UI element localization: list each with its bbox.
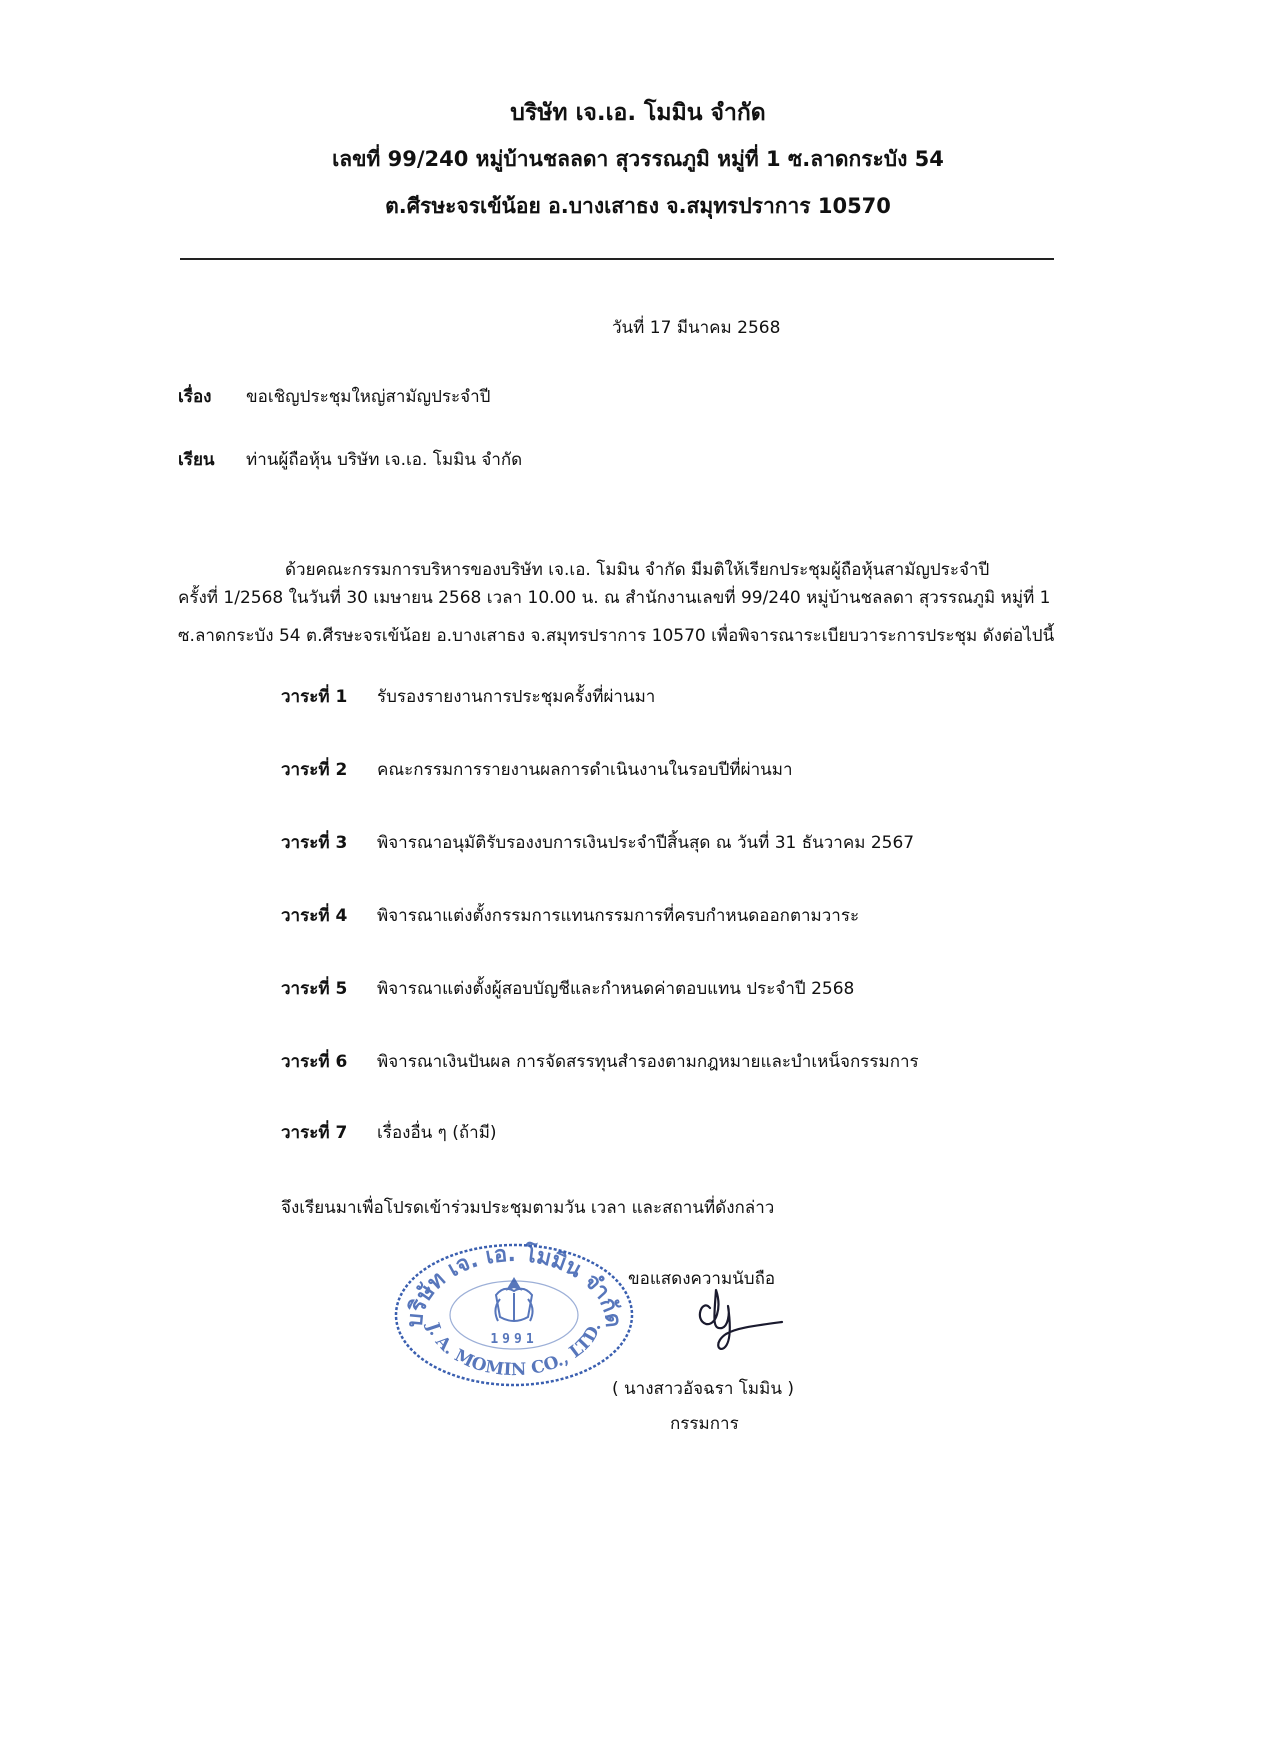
agenda-number: วาระที่ 5 xyxy=(281,979,348,999)
agenda-number: วาระที่ 3 xyxy=(281,833,348,853)
agenda-text: พิจารณาเงินปันผล การจัดสรรทุนสำรองตามกฎหมายและบำเหน็จกรรมการ xyxy=(377,1052,919,1072)
agenda-text: เรื่องอื่น ๆ (ถ้ามี) xyxy=(377,1123,497,1143)
seal-emblem-icon xyxy=(495,1279,532,1321)
company-address-line1: เลขที่ 99/240 หมู่บ้านชลลดา สุวรรณภูมิ หมู่ที่ 1 ซ.ลาดกระบัง 54 xyxy=(332,147,944,171)
recipient-label: เรียน xyxy=(178,450,215,470)
agenda-text: คณะกรรมการรายงานผลการดำเนินงานในรอบปีที่ผ่านมา xyxy=(377,760,793,780)
body-line-1: ด้วยคณะกรรมการบริหารของบริษัท เจ.เอ. โมมิน จำกัด มีมติให้เรียกประชุมผู้ถือหุ้นสามัญประจำปี xyxy=(285,560,990,580)
seal-thai-text: บริษัท เจ. เอ. โมมิน จำกัด xyxy=(402,1241,626,1329)
letter-date: วันที่ 17 มีนาคม 2568 xyxy=(612,318,781,338)
company-seal-stamp xyxy=(392,1237,636,1387)
body-line-2: ครั้งที่ 1/2568 ในวันที่ 30 เมษายน 2568 เวลา 10.00 น. ณ สำนักงานเลขที่ 99/240 หมู่บ้านชลลดา สุวรรณภูมิ หมู่ที่ 1 xyxy=(178,588,1051,608)
agenda-item xyxy=(281,1048,919,1075)
signer-name: ( นางสาวอัจฉรา โมมิน ) xyxy=(612,1379,795,1399)
agenda-item xyxy=(281,756,793,783)
recipient-row xyxy=(178,446,522,473)
recipient-text: ท่านผู้ถือหุ้น บริษัท เจ.เอ. โมมิน จำกัด xyxy=(246,450,523,470)
signer-position: กรรมการ xyxy=(670,1414,739,1434)
agenda-number: วาระที่ 6 xyxy=(281,1052,348,1072)
subject-label: เรื่อง xyxy=(178,387,212,407)
agenda-item xyxy=(281,902,859,929)
seal-english-text: J. A. MOMIN CO., LTD. xyxy=(422,1320,606,1381)
agenda-number: วาระที่ 7 xyxy=(281,1123,348,1143)
agenda-text: รับรองรายงานการประชุมครั้งที่ผ่านมา xyxy=(377,687,656,707)
handwritten-signature xyxy=(680,1268,790,1352)
company-address-line2: ต.ศีรษะจรเข้น้อย อ.บางเสาธง จ.สมุทรปราการ 10570 xyxy=(385,194,891,218)
agenda-text: พิจารณาแต่งตั้งกรรมการแทนกรรมการที่ครบกำหนดออกตามวาระ xyxy=(377,906,860,926)
regards-text: ขอแสดงความนับถือ xyxy=(628,1269,776,1289)
agenda-number: วาระที่ 4 xyxy=(281,906,348,926)
body-line-3: ซ.ลาดกระบัง 54 ต.ศีรษะจรเข้น้อย อ.บางเสาธง จ.สมุทรปราการ 10570 เพื่อพิจารณาระเบียบวาระการประชุม ดังต่อไปนี้ xyxy=(178,626,1055,646)
subject-row xyxy=(178,383,490,410)
agenda-item xyxy=(281,829,914,856)
agenda-number: วาระที่ 1 xyxy=(281,687,348,707)
header-divider xyxy=(180,258,1054,260)
subject-text: ขอเชิญประชุมใหญ่สามัญประจำปี xyxy=(246,387,491,407)
company-name: บริษัท เจ.เอ. โมมิน จำกัด xyxy=(510,100,766,126)
agenda-number: วาระที่ 2 xyxy=(281,760,348,780)
agenda-text: พิจารณาอนุมัติรับรองงบการเงินประจำปีสิ้นสุด ณ วันที่ 31 ธันวาคม 2567 xyxy=(377,833,915,853)
agenda-item xyxy=(281,1119,497,1146)
closing-sentence: จึงเรียนมาเพื่อโปรดเข้าร่วมประชุมตามวัน เวลา และสถานที่ดังกล่าว xyxy=(281,1198,775,1218)
agenda-item xyxy=(281,975,854,1002)
agenda-item xyxy=(281,683,655,710)
seal-year: 1991 xyxy=(490,1332,538,1347)
agenda-text: พิจารณาแต่งตั้งผู้สอบบัญชีและกำหนดค่าตอบแทน ประจำปี 2568 xyxy=(377,979,855,999)
